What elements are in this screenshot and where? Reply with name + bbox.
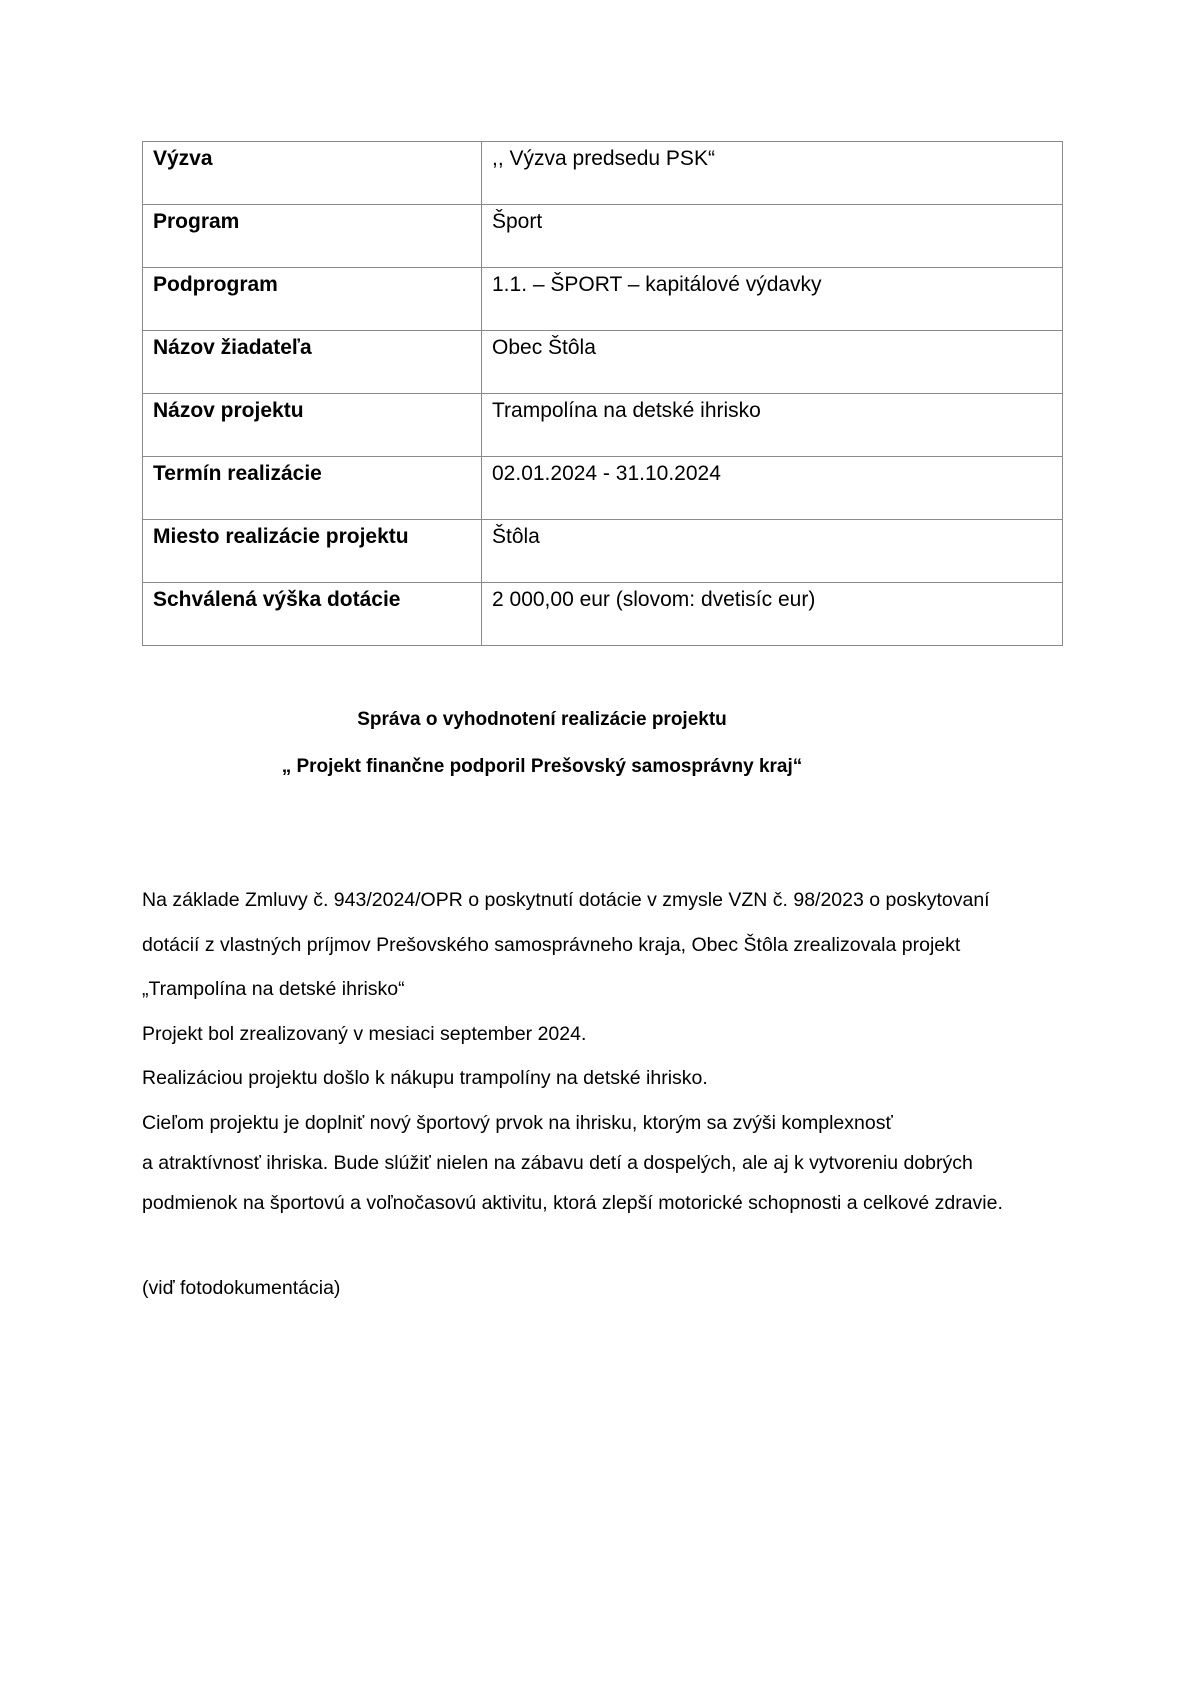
body-line: Realizáciou projektu došlo k nákupu trampolíny na detské ihrisko. [142,1067,708,1089]
body-line: dotácií z vlastných príjmov Prešovského samosprávneho kraja, Obec Štôla zrealizovala projekt [142,934,961,956]
body-line: a atraktívnosť ihriska. Bude slúžiť nielen na zábavu detí a dospelých, ale aj k vytvoreniu dobrých [142,1152,973,1174]
photo-documentation-note: (viď fotodokumentácia) [142,1277,341,1299]
report-title: Správa o vyhodnotení realizácie projektu [357,709,727,730]
row-value: 1.1. – ŠPORT – kapitálové výdavky [482,268,1063,331]
row-label: Miesto realizácie projektu [143,520,482,583]
body-line: podmienok na športovú a voľnočasovú aktivitu, ktorá zlepší motorické schopnosti a celkové zdravie. [142,1192,1003,1214]
row-value: Obec Štôla [482,331,1063,394]
row-label: Schválená výška dotácie [143,583,482,646]
table-row [143,394,1063,457]
table-row [143,583,1063,646]
row-value: Šport [482,205,1063,268]
table-row [143,205,1063,268]
row-label: Názov projektu [143,394,482,457]
row-label: Podprogram [143,268,482,331]
table-row [143,457,1063,520]
row-label: Výzva [143,142,482,205]
body-line: „Trampolína na detské ihrisko“ [142,978,405,1000]
row-label: Termín realizácie [143,457,482,520]
row-value: 02.01.2024 - 31.10.2024 [482,457,1063,520]
project-info-table [142,141,1063,646]
row-value: ,, Výzva predsedu PSK“ [482,142,1063,205]
table-row [143,142,1063,205]
body-line: Cieľom projektu je doplniť nový športový prvok na ihrisku, ktorým sa zvýši komplexnosť [142,1112,893,1134]
body-line: Projekt bol zrealizovaný v mesiaci september 2024. [142,1023,587,1045]
row-value: 2 000,00 eur (slovom: dvetisíc eur) [482,583,1063,646]
report-subtitle: „ Projekt finančne podporil Prešovský samosprávny kraj“ [281,756,803,777]
row-label: Názov žiadateľa [143,331,482,394]
table-row [143,331,1063,394]
row-value: Štôla [482,520,1063,583]
body-line: Na základe Zmluvy č. 943/2024/OPR o poskytnutí dotácie v zmysle VZN č. 98/2023 o poskytovaní [142,889,990,911]
table-row [143,268,1063,331]
row-value: Trampolína na detské ihrisko [482,394,1063,457]
table-row [143,520,1063,583]
row-label: Program [143,205,482,268]
